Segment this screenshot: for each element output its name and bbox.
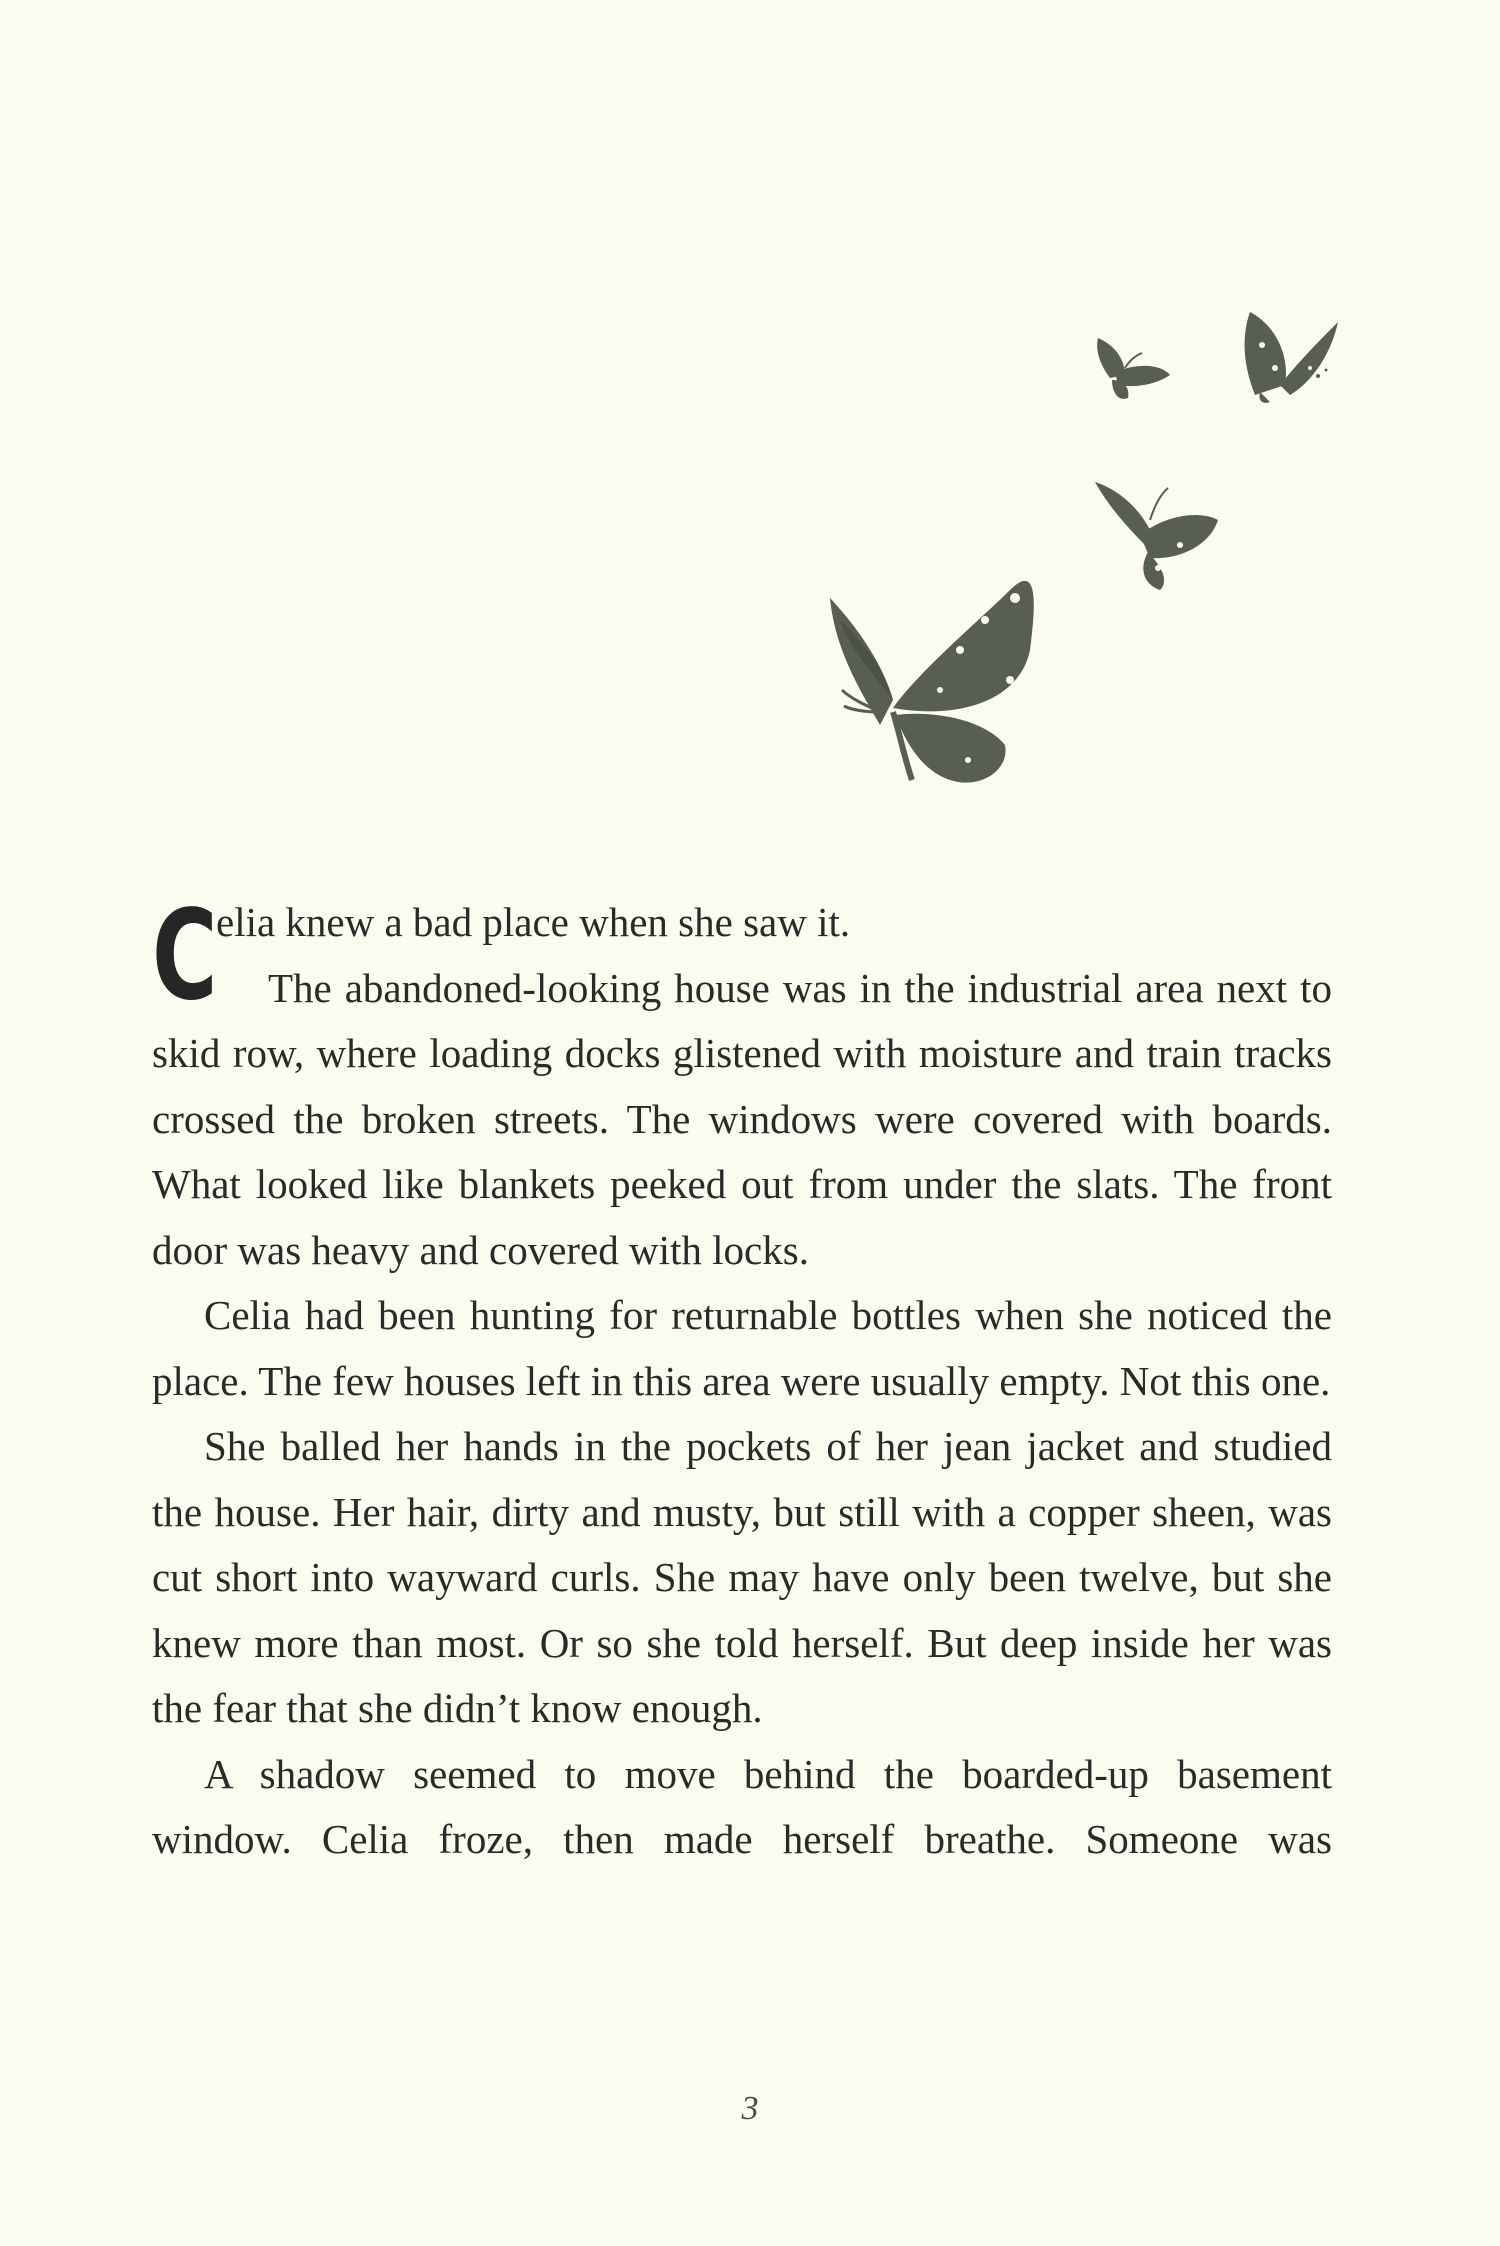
chapter-text (152, 884, 1332, 1873)
page-number: 3 (741, 2090, 759, 2127)
butterfly-icon (1095, 482, 1218, 590)
butterfly-icon (830, 581, 1034, 783)
paragraph-text: elia knew a bad place when she saw it. (216, 899, 851, 945)
butterfly-icon (1097, 338, 1170, 399)
paragraph: She balled her hands in the pockets of her jean jacket and studied the house. Her hair, dirty and musty, but still with a copper sheen, was cut short into wayward curls. She may have only been twelve, but she knew more than most. Or so she told herself. But deep inside her was the fear that she didn’t know enough. (152, 1423, 1332, 1731)
paragraph: A shadow seemed to move behind the boarded-up basement window. Celia froze, then made herself breathe. Someone was (152, 1750, 1332, 1862)
paragraph: Celia had been hunting for returnable bottles when she noticed the place. The few houses left in this area were usually empty. Not this one. (152, 1292, 1332, 1404)
butterfly-icon (1245, 312, 1338, 403)
butterflies-illustration (0, 0, 1500, 820)
paragraph (152, 884, 1332, 1028)
paragraph: The abandoned-looking house was in the industrial area next to skid row, where loading docks glistened with moisture and train tracks crossed the broken streets. The windows were covered with boards. What looked like blankets peeked out from under the slats. The front door was heavy and covered with locks. (152, 964, 1332, 1273)
drop-cap: C (152, 884, 218, 1028)
